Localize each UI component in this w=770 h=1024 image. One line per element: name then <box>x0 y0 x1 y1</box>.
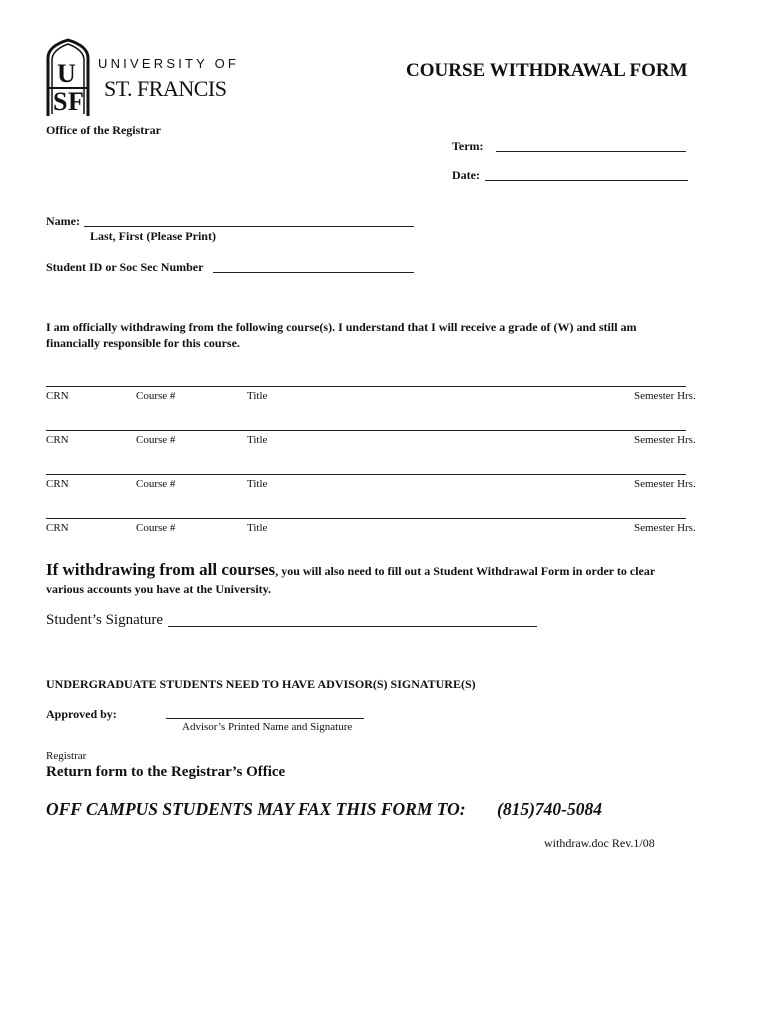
crn-label: CRN <box>46 478 69 490</box>
approved-by-label: Approved by: <box>46 707 117 721</box>
all-courses-rest: , you will also need to fill out a Student Withdrawal Form in order to clear <box>275 564 656 578</box>
semester-hours-label: Semester Hrs. <box>634 390 696 402</box>
course-number-label: Course # <box>136 434 176 446</box>
course-number-label: Course # <box>136 478 176 490</box>
student-id-label: Student ID or Soc Sec Number <box>46 260 204 274</box>
student-signature-field[interactable] <box>168 626 537 627</box>
office-label: Office of the Registrar <box>46 123 161 137</box>
form-title: COURSE WITHDRAWAL FORM <box>406 60 688 81</box>
semester-hours-label: Semester Hrs. <box>634 478 696 490</box>
university-name: ST. FRANCIS <box>104 76 227 101</box>
course-number-label: Course # <box>136 522 176 534</box>
title-label: Title <box>247 434 268 446</box>
advisor-notice: UNDERGRADUATE STUDENTS NEED TO HAVE ADVISOR(S) SIGNATURE(S) <box>46 677 476 691</box>
crn-label: CRN <box>46 522 69 534</box>
statement-line-1: I am officially withdrawing from the following course(s). I understand that I will receive a grade of (W) and still am <box>46 320 637 334</box>
advisor-signature-field[interactable] <box>166 718 364 719</box>
name-hint: Last, First (Please Print) <box>90 229 216 243</box>
svg-text:S: S <box>53 87 68 116</box>
crn-label: CRN <box>46 434 69 446</box>
course-number-label: Course # <box>136 390 176 402</box>
all-courses-emphasis: If withdrawing from all courses <box>46 560 276 579</box>
course-row <box>0 434 770 450</box>
statement-line-2: financially responsible for this course. <box>46 336 240 350</box>
title-label: Title <box>247 478 268 490</box>
student-id-field[interactable] <box>213 272 414 273</box>
date-label: Date: <box>452 168 480 182</box>
all-courses-line-2: various accounts you have at the University. <box>46 582 271 596</box>
svg-text:F: F <box>68 87 84 116</box>
course-row-3-line[interactable] <box>46 474 686 475</box>
term-label: Term: <box>452 139 484 153</box>
course-row <box>0 390 770 406</box>
svg-text:U: U <box>57 59 76 88</box>
title-label: Title <box>247 522 268 534</box>
semester-hours-label: Semester Hrs. <box>634 522 696 534</box>
fax-notice: OFF CAMPUS STUDENTS MAY FAX THIS FORM TO: <box>46 799 466 819</box>
course-row-4-line[interactable] <box>46 518 686 519</box>
university-logo-icon <box>44 38 92 118</box>
return-form-text: Return form to the Registrar’s Office <box>46 764 286 780</box>
document-reference: withdraw.doc Rev.1/08 <box>544 836 655 850</box>
course-row <box>0 478 770 494</box>
course-row-2-line[interactable] <box>46 430 686 431</box>
title-label: Title <box>247 390 268 402</box>
student-signature-label: Student’s Signature <box>46 612 164 628</box>
all-courses-notice <box>46 560 655 580</box>
crn-label: CRN <box>46 390 69 402</box>
course-row-1-line[interactable] <box>46 386 686 387</box>
advisor-caption: Advisor’s Printed Name and Signature <box>182 721 353 733</box>
fax-number: (815)740-5084 <box>497 799 602 819</box>
course-row <box>0 522 770 538</box>
name-label: Name: <box>46 214 80 228</box>
term-field[interactable] <box>496 151 686 152</box>
registrar-label: Registrar <box>46 750 87 762</box>
university-of-text: UNIVERSITY OF <box>98 56 240 71</box>
semester-hours-label: Semester Hrs. <box>634 434 696 446</box>
name-field[interactable] <box>84 226 414 227</box>
date-field[interactable] <box>485 180 688 181</box>
